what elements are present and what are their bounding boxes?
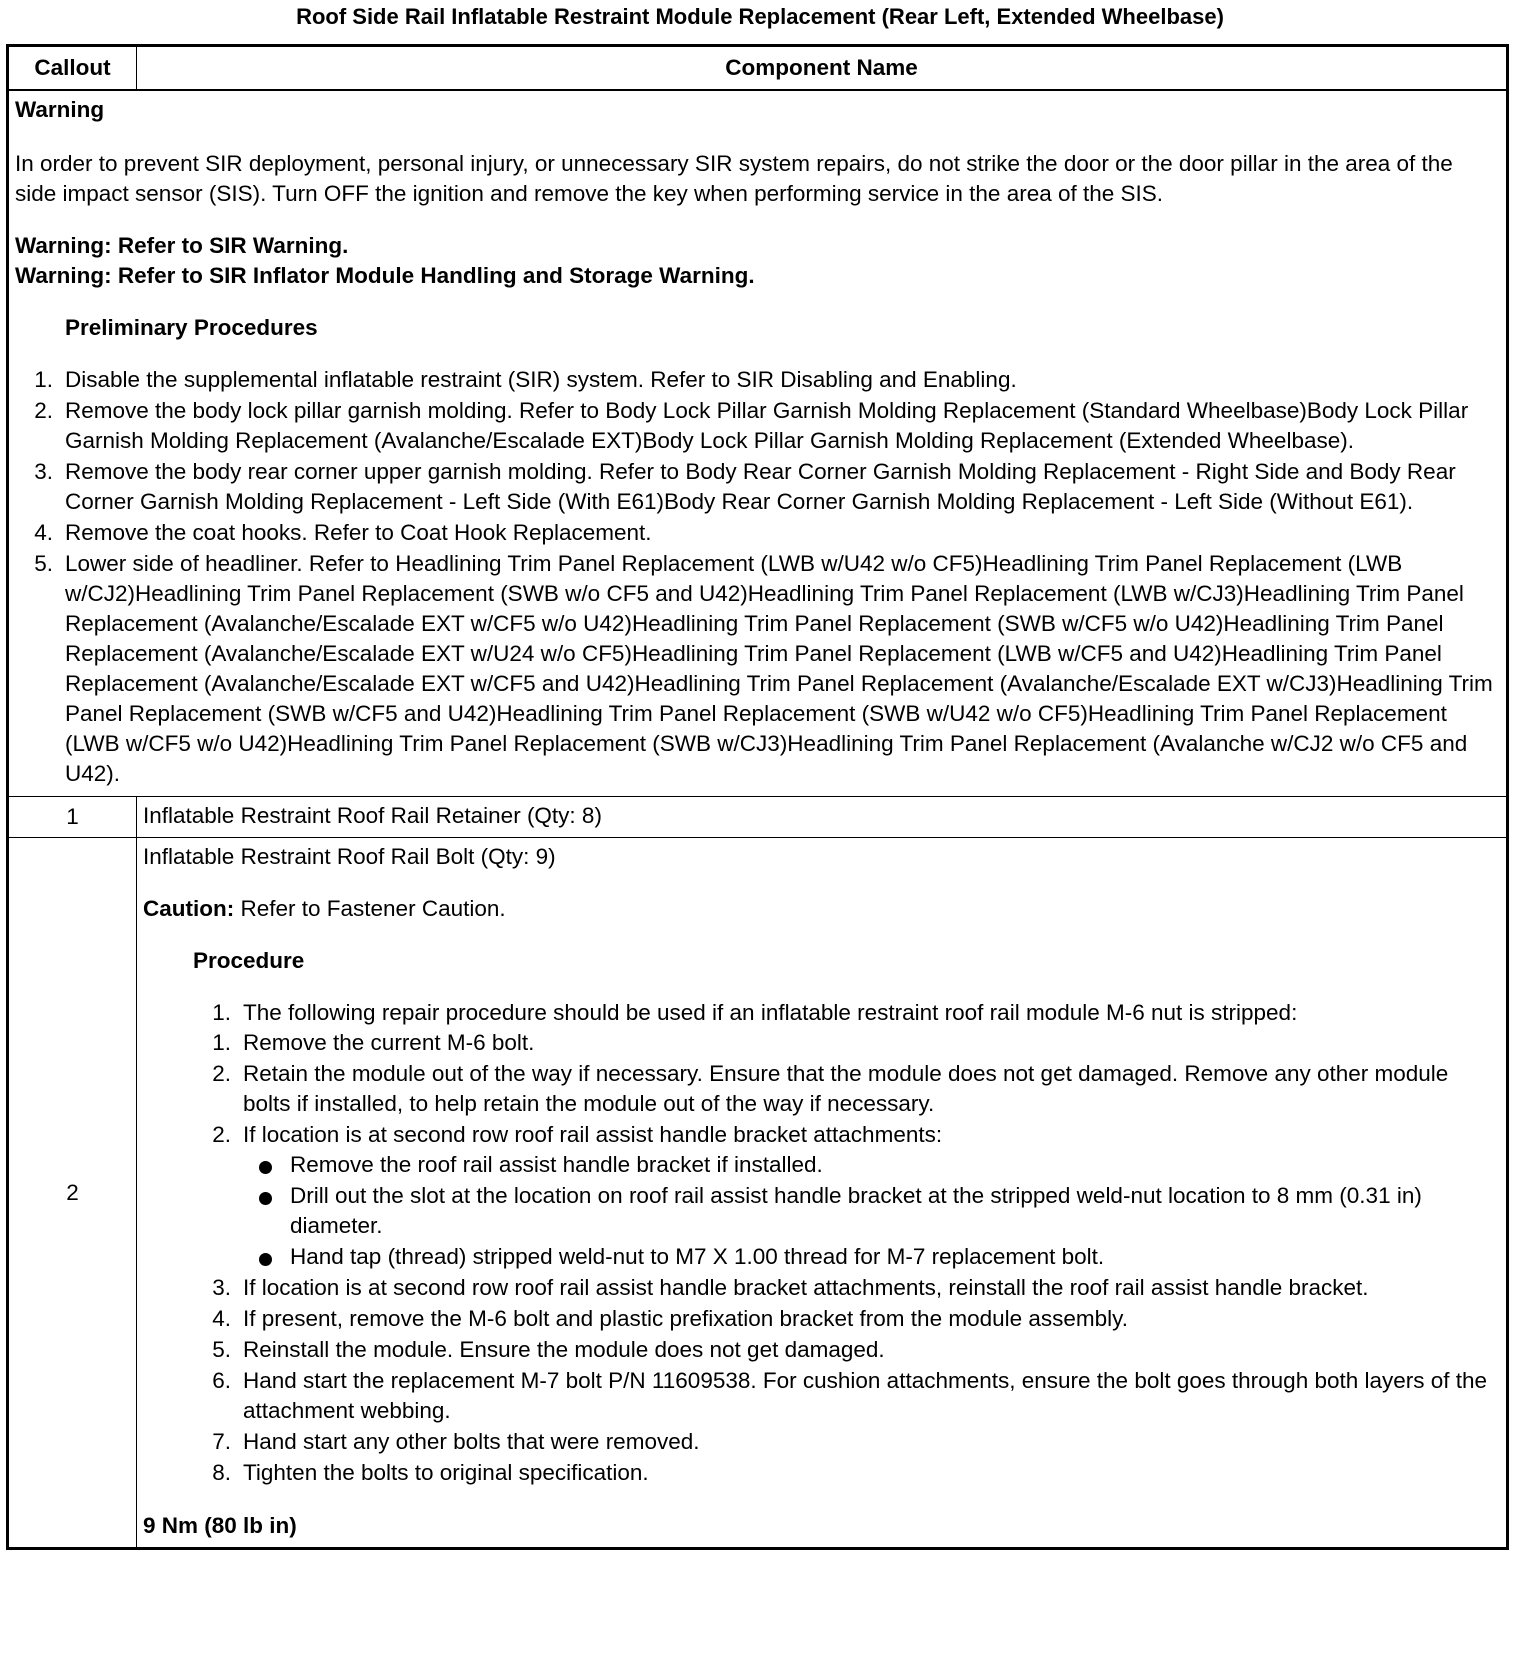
list-item: 5. Lower side of headliner. Refer to Headlining Trim Panel Replacement (LWB w/U42 w/o CF5)Headlining Trim Panel Replacement (LWB w/CJ2)Headlining Trim Panel Replacement (SWB w/o CF5 and U42)Headlining Trim Panel Replacement (LWB w/CJ3)Headlining Trim Panel Replacement (Avalanche/Escalade EXT w/CF5 w/o U42)Headlining Trim Panel Replacement (SWB w/CF5 w/o U42)Headlining Trim Panel Replacement (Avalanche/Escalade EXT w/U24 w/o CF5)Headlining Trim Panel Replacement (LWB w/CF5 and U42)Headlining Trim Panel Replacement (Avalanche/Escalade EXT w/CF5 and U42)Headlining Trim Panel Replacement (Avalanche/Escalade EXT w/CJ3)Headlining Trim Panel Replacement (SWB w/CF5 and U42)Headlining Trim Panel Replacement (SWB w/U42 w/o CF5)Headlining Trim Panel Replacement (LWB w/CF5 w/o U42)Headlining Trim Panel Replacement (SWB w/CJ3)Headlining Trim Panel Replacement (Avalanche w/CJ2 w/o CF5 and U42). [34, 551, 1493, 786]
page-title: Roof Side Rail Inflatable Restraint Module Replacement (Rear Left, Extended Wheelbase) [296, 4, 1224, 29]
list-item: Hand tap (thread) stripped weld-nut to M7 X 1.00 thread for M-7 replacement bolt. [243, 1242, 1500, 1272]
header-callout: Callout [8, 46, 137, 91]
bullet-icon [259, 1253, 272, 1266]
warning-line-1: Warning: Refer to SIR Warning. [15, 233, 349, 258]
table-header-row [8, 46, 1508, 91]
caution-line: Caution: Refer to Fastener Caution. [143, 896, 506, 921]
callout-2: 2 [8, 838, 137, 1549]
procedure-heading: Procedure [193, 948, 305, 973]
table-row [8, 797, 1508, 838]
component-name-1: Inflatable Restraint Roof Rail Retainer (Qty: 8) [137, 797, 1508, 838]
list-item: 1. The following repair procedure should be used if an inflatable restraint roof rail module M-6 nut is stripped: 1. Remove the current M-6 bolt. 2. Retain the module out of the way if necessary. Ensure that the module does not get damaged. Remove any other module bolts if installed, to help retain the module out of the way if necessary. [193, 998, 1500, 1119]
list-item: 2. If location is at second row roof rail assist handle bracket attachments: Remove the roof rail assist handle bracket if installed. Drill out the slot at the location on roof rail assist handle bracket at the stripped weld-nut location to 8 mm (0.31 in) diameter. Hand tap (thread) stripped weld-nut to M7 X 1.00 thread for M-7 replacement bolt. [193, 1120, 1500, 1272]
list-item: 3. Remove the body rear corner upper garnish molding. Refer to Body Rear Corner Garnish Molding Replacement - Right Side and Body Rear Corner Garnish Molding Replacement - Left Side (With E61)Body Rear Corner Garnish Molding Replacement - Left Side (Without E61). [34, 459, 1456, 514]
list-item: 7. Hand start any other bolts that were removed. [212, 1429, 700, 1454]
warning-line-2: Warning: Refer to SIR Inflator Module Handling and Storage Warning. [15, 263, 755, 288]
procedure-steps [193, 998, 1500, 1488]
preliminary-steps [15, 365, 1500, 789]
list-item: 5. Reinstall the module. Ensure the module does not get damaged. [212, 1337, 885, 1362]
bullet-icon [259, 1192, 272, 1205]
component-cell-2 [137, 838, 1508, 1549]
bullet-list [243, 1150, 1500, 1272]
component-name-2: Inflatable Restraint Roof Rail Bolt (Qty: 9) [143, 844, 556, 869]
list-item: Drill out the slot at the location on roof rail assist handle bracket at the stripped weld-nut location to 8 mm (0.31 in) diameter. [243, 1181, 1500, 1241]
sub-steps [193, 1028, 1500, 1119]
warning-text: In order to prevent SIR deployment, personal injury, or unnecessary SIR system repairs, do not strike the door or the door pillar in the area of the side impact sensor (SIS). Turn OFF the ignition and remove the key when performing service in the area of the SIS. [15, 151, 1453, 206]
list-item: 1. Disable the supplemental inflatable restraint (SIR) system. Refer to SIR Disabling and Enabling. [34, 367, 1017, 392]
torque-spec: 9 Nm (80 lb in) [143, 1513, 297, 1538]
warning-row [8, 90, 1508, 797]
component-table [6, 44, 1509, 1550]
list-item: 1. Remove the current M-6 bolt. [212, 1030, 535, 1055]
list-item: 8. Tighten the bolts to original specification. [212, 1460, 649, 1485]
list-item: 6. Hand start the replacement M-7 bolt P/N 11609538. For cushion attachments, ensure the bolt goes through both layers of the attachment webbing. [212, 1368, 1488, 1423]
preliminary-heading: Preliminary Procedures [65, 315, 318, 340]
list-item: 4. If present, remove the M-6 bolt and plastic prefixation bracket from the module assembly. [212, 1306, 1128, 1331]
warning-cell [8, 90, 1508, 797]
list-item: 4. Remove the coat hooks. Refer to Coat Hook Replacement. [34, 520, 652, 545]
list-item: 2. Remove the body lock pillar garnish molding. Refer to Body Lock Pillar Garnish Molding Replacement (Standard Wheelbase)Body Lock Pillar Garnish Molding Replacement (Avalanche/Escalade EXT)Body Lock Pillar Garnish Molding Replacement (Extended Wheelbase). [34, 398, 1469, 453]
warning-heading: Warning [15, 97, 105, 122]
table-row [8, 838, 1508, 1549]
callout-1: 1 [8, 797, 137, 838]
list-item: Remove the roof rail assist handle bracket if installed. [243, 1150, 1500, 1180]
list-item: 2. Retain the module out of the way if necessary. Ensure that the module does not get damaged. Remove any other module bolts if installed, to help retain the module out of the way if necessary. [212, 1061, 1449, 1116]
bullet-icon [259, 1161, 272, 1174]
list-item: 3. If location is at second row roof rail assist handle bracket attachments, reinstall the roof rail assist handle bracket. [212, 1275, 1369, 1300]
header-component-name: Component Name [137, 46, 1508, 91]
